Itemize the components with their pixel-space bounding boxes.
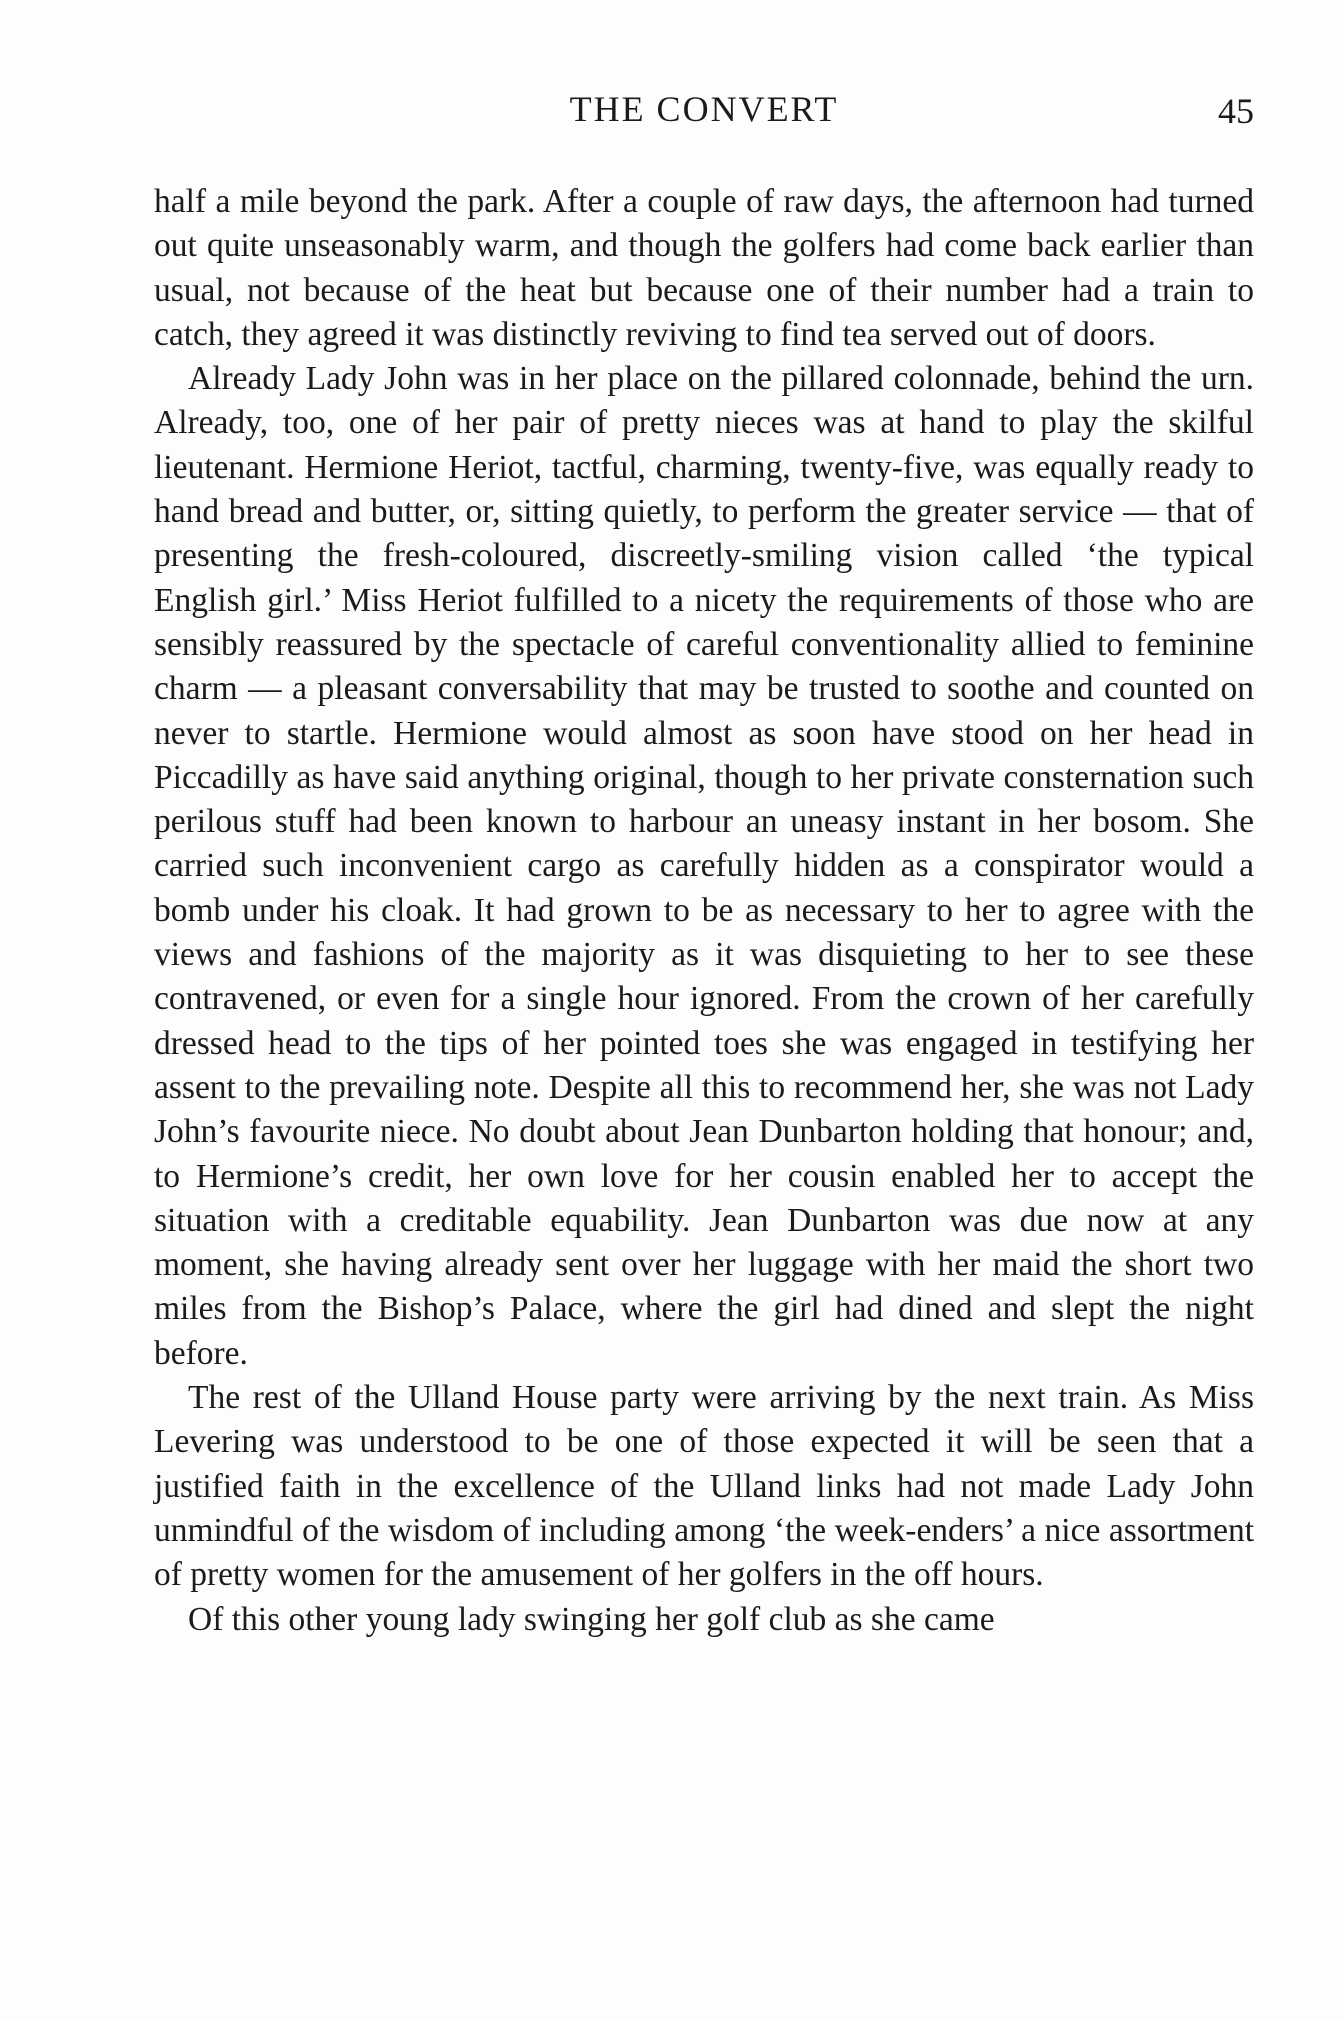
body-text xyxy=(154,180,1254,1642)
running-title: THE CONVERT xyxy=(569,89,839,129)
paragraph-1: half a mile beyond the park. After a couple of raw days, the afternoon had turned out quite unseasonably warm, and though the golfers had come back earlier than usual, not because of the heat but because one of their number had a train to catch, they agreed it was distinctly reviving to find tea served out of doors. xyxy=(154,183,1254,353)
paragraph-4: Of this other young lady swinging her golf club as she came xyxy=(188,1600,995,1638)
running-header xyxy=(154,84,1254,134)
page-number: 45 xyxy=(1218,91,1254,131)
paragraph-2: Already Lady John was in her place on the pillared colonnade, behind the urn. Already, too, one of her pair of pretty nieces was at hand to play the skilful lieutenant. Hermione Heriot, tactful, charming, twenty-five, was equally ready to hand bread and butter, or, sitting quietly, to perform the greater service — that of presenting the fresh-coloured, discreetly-smiling vision called ‘the typical English girl.’ Miss Heriot fulfilled to a nicety the requirements of those who are sensibly reassured by the spectacle of careful conventionality allied to feminine charm — a pleasant conversability that may be trusted to soothe and counted on never to startle. Hermione would almost as soon have stood on her head in Piccadilly as have said anything original, though to her private consternation such perilous stuff had been known to harbour an uneasy instant in her bosom. She carried such inconvenient cargo as carefully hidden as a conspirator would a bomb under his cloak. It had grown to be as necessary to her to agree with the views and fashions of the majority as it was disquieting to her to see these contravened, or even for a single hour ignored. From the crown of her carefully dressed head to the tips of her pointed toes she was engaged in testifying her assent to the prevailing note. Despite all this to recommend her, she was not Lady John’s favourite niece. No doubt about Jean Dunbarton holding that honour; and, to Hermione’s credit, her own love for her cousin enabled her to accept the situation with a creditable equability. Jean Dunbarton was due now at any moment, she having already sent over her luggage with her maid the short two miles from the Bishop’s Palace, where the girl had dined and slept the night before. xyxy=(154,360,1254,1372)
paragraph-3: The rest of the Ulland House party were arriving by the next train. As Miss Levering was understood to be one of those expected it will be seen that a justified faith in the excellence of the Ulland links had not made Lady John unmindful of the wisdom of including among ‘the week-enders’ a nice assortment of pretty women for the amusement of her golfers in the off hours. xyxy=(154,1379,1254,1594)
